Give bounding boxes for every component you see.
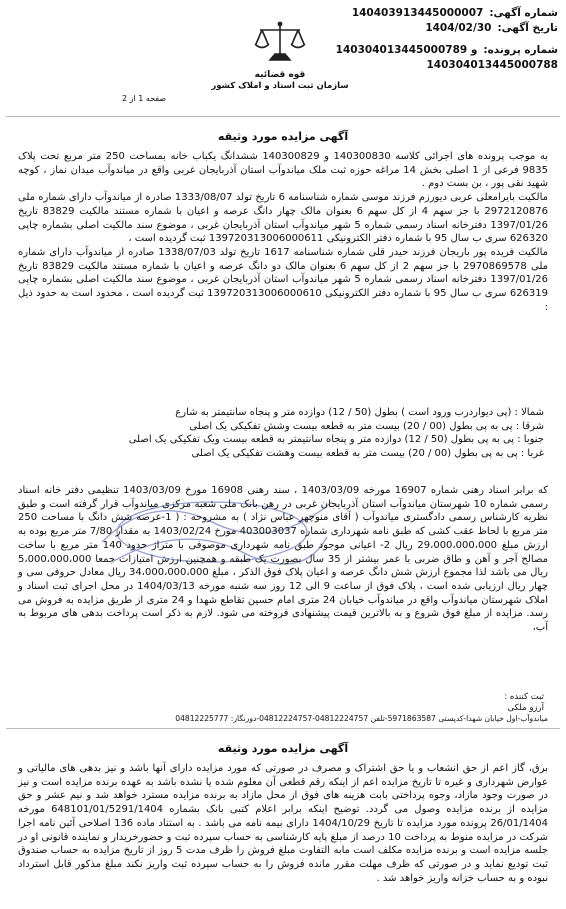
property-description: به موجب پرونده های اجرائی کلاسه 140300830 و 140300829 ششدانگ یکباب خانه بمساحت 250 متر مربع تحت پلاک 9835 فرعی از 1 اصلی بخش 14 مراغه حوزه ثبت ملک میاندوآب استان آذربایجان غربی واقع در میاندوآب میدان نماز ، کوچه شهید نقی پور ، بن بست دوم . (18, 151, 549, 190)
ad-number-value: 140403913445000007 (351, 7, 484, 19)
valuation-and-auction-details: که برابر اسناد رهنی شماره 16907 مورخه 1403/03/09 ، سند رهنی 16908 مورخ 1403/03/09 تنظیمی دفتر خانه اسناد رسمی شماره 10 شهرستان میاندوآب استان آذربایجان غربی در رهن بانک ملی شعبه مرکزی میاندوآب قرار گرفته است و طبق نظریه کارشناس رسمی دادگستری میاندوآب ( آقای منوچهر عباس نژاد ) به مشروحه : ( 1-عرصه شش دانگ با مساحت 250 متر مربع با لحاظ عقب کشی که طبق نامه شهرداری شماره 403003037 مورخ 1403/02/24 به مقدار 7/80 متر مربع بوده به ارزش مبلغ 29،000،000،000 ریال 2- اعیانی موجود طبق نامه شهرداری موصوفی با متراژ حدود 140 متر مربع با ساخت مصالح آجر و آهن و طاق ضربی با عمر بیشتر از 35 سال بصورت یک طبقه و همچنین ارزش امتیازات جمعا 5،000،000،000 ریال می باشد لذا مجموع ارزش شش دانگ عرصه و اعیان پلاک فوق الذکر ، مبلغ 34،000،000،000 ریال معادل حروفی سی و چهار ریال ارزیابی شده است ، پلاک فوق از ساعت 9 الی 12 روز سه شنبه مورخه 1404/03/13 در محل اجرای ثبت اسناد و املاک شهرستان میاندوآب واقع در میاندوآب خیابان 24 متری امام حسین تقاطع شهدا و 24 متری از طریق مزایده به فروش می رسد. مزایده از مبلغ فوق شروع و به بالاترین قیمت پیشنهادی فروخته می شود. لازم به ذکر است پرداخت بدهی های مربوط به آب، (18, 485, 549, 634)
case-number-value-2: 140304013445000788 (426, 58, 558, 71)
office-address: میاندوآب-اول خیابان شهدا-کدپستی 5971863587-تلفن 04812224757-04812224757-دورنگار: 04812225777 (175, 714, 548, 723)
document-header (0, 0, 566, 110)
notice-body (18, 150, 548, 314)
mortgage-paragraph (18, 484, 548, 635)
divider (6, 116, 560, 117)
page-number: صفحه 1 از 2 (122, 94, 167, 103)
bound-north: شمالا : (پی دیواردرب ورود است ) بطول (50 / 12) دوازده متر و پنجاه سانتیمتر به شارع (175, 407, 544, 418)
auction-terms: برق، گاز اعم از حق انشعاب و یا حق اشتراک و مصرف در صورتی که مورد مزایده دارای آنها باشد و نیز بدهی های مالیاتی و عوارض شهرداری و غیره تا تاریخ مزایده اعم از اینکه رقم قطعی آن معلوم شده یا نشده باشد به عهده برنده مزایده است و نیز در صورت وجود مازاد، وجوه پرداختی بابت هزینه های فوق از محل مازاد به برنده مزایده مسترد خواهد شد و نیم عشر و حق مزایده از برنده مزایده وصول می گردد. توضیح اینکه برابر اعلام کتبی بانک بشماره 648101/01/5291/1404 مورخه 26/01/1404 پرونده مورد مزایده تا تاریخ 1404/10/29 دارای بیمه نامه می باشد . به استناد ماده 136 اصلاحی آئین نامه اجرا شرکت در مزایده منوط به پرداخت 10 درصد از مبلغ پایه کارشناسی به حساب سپرده ثبت و حضورخریدار و نماینده قانونی او در جلسه مزایده است و برنده مزایده مکلف است مابه التفاوت مبلغ فروش را ظرف مدت 5 روز از تاریخ مزایده به حساب صندوق ثبت تودیع نماید و در صورتی که ظرف مهلت مقرر مانده فروش را به حساب سپرده ثبت واریز نکند مبلغ مذکور قابل استرداد نبوده و به حساب خزانه واریز خواهد شد . (18, 763, 549, 884)
ad-date-value: 1404/02/30 (425, 21, 492, 34)
bound-west: غربا : پی به پی بطول (00 / 20) بیست متر به قطعه بیست وهشت تفکیکی یک اصلی (191, 447, 544, 459)
notice-title: آگهی مزایده مورد وثیقه (217, 130, 349, 143)
property-bounds (24, 406, 544, 460)
registrar-name: آرزو ملکی (507, 703, 544, 713)
divider (6, 728, 560, 729)
ad-number-label: شماره آگهی: (489, 7, 558, 19)
registrar-label: ثبت کننده : (504, 692, 544, 702)
ad-date-label: تاریخ آگهی: (497, 21, 558, 34)
judiciary-logo (205, 20, 355, 91)
notice-title: آگهی مزایده مورد وثیقه (217, 742, 349, 755)
registrar-signature (504, 692, 544, 714)
bound-south: جنوبا : پی به پی بطول (50 / 12) دوازده متر و پنجاه سانتیمتر به قطعه بیست ویک تفکیکی یک اصلی (128, 434, 544, 446)
notice-2-body (18, 762, 548, 885)
logo-calligraphy: قوه قضائیه (254, 70, 306, 80)
owner-2-paragraph: مالکیت فریده پور باریجان فرزند حیدر قلی شماره شناسنامه 1617 تاریخ تولد 1338/07/03 صادره از میاندوآب دارای شماره ملی 2970869578 با جز سهم 2 از کل سهم 6 بعنوان مالک دو دانگ عرصه و اعیان با شماره مستند مالکیت 83829 تاریخ 1397/01/26 دفترخانه اسناد رسمی شماره 5 شهر میاندوآب استان آذربایجان غربی ، موضوع سند مالکیت اصلی بشماره چاپی 626319 سری ب سال 95 با شماره دفتر الکترونیکی 139720313006000610 ثبت گردیده است ، محدود است به حدود ذیل : (18, 246, 549, 313)
owner-1-paragraph: مالکیت بایرامعلی عربی دیورزم فرزند موسی شماره شناسنامه 6 تاریخ تولد 1333/08/07 صادره از میاندوآب دارای شماره ملی 2972120876 با جز سهم 4 از کل سهم 6 بعنوان مالک چهار دانگ عرصه و اعیان با شماره مستند مالکیت 83829 تاریخ 1397/01/26 دفترخانه اسناد رسمی شماره 5 شهر میاندوآب استان آذربایجان غربی ، موضوع سند مالکیت اصلی بشماره چاپی 626320 سری ب سال 95 با شماره دفتر الکترونیکی 139720313006000611 ثبت گردیده است ، (18, 192, 548, 245)
scales-of-justice-icon (252, 20, 308, 64)
case-number-value: 140304013445000789 و (335, 44, 478, 56)
bound-east: شرقا : پی به پی بطول (00 / 20) بیست متر به قطعه بیست وشش تفکیکی یک اصلی (189, 420, 544, 432)
case-number-label: شماره پرونده: (483, 44, 558, 56)
organization-name: سازمان ثبت اسناد و املاک کشور (211, 81, 349, 91)
